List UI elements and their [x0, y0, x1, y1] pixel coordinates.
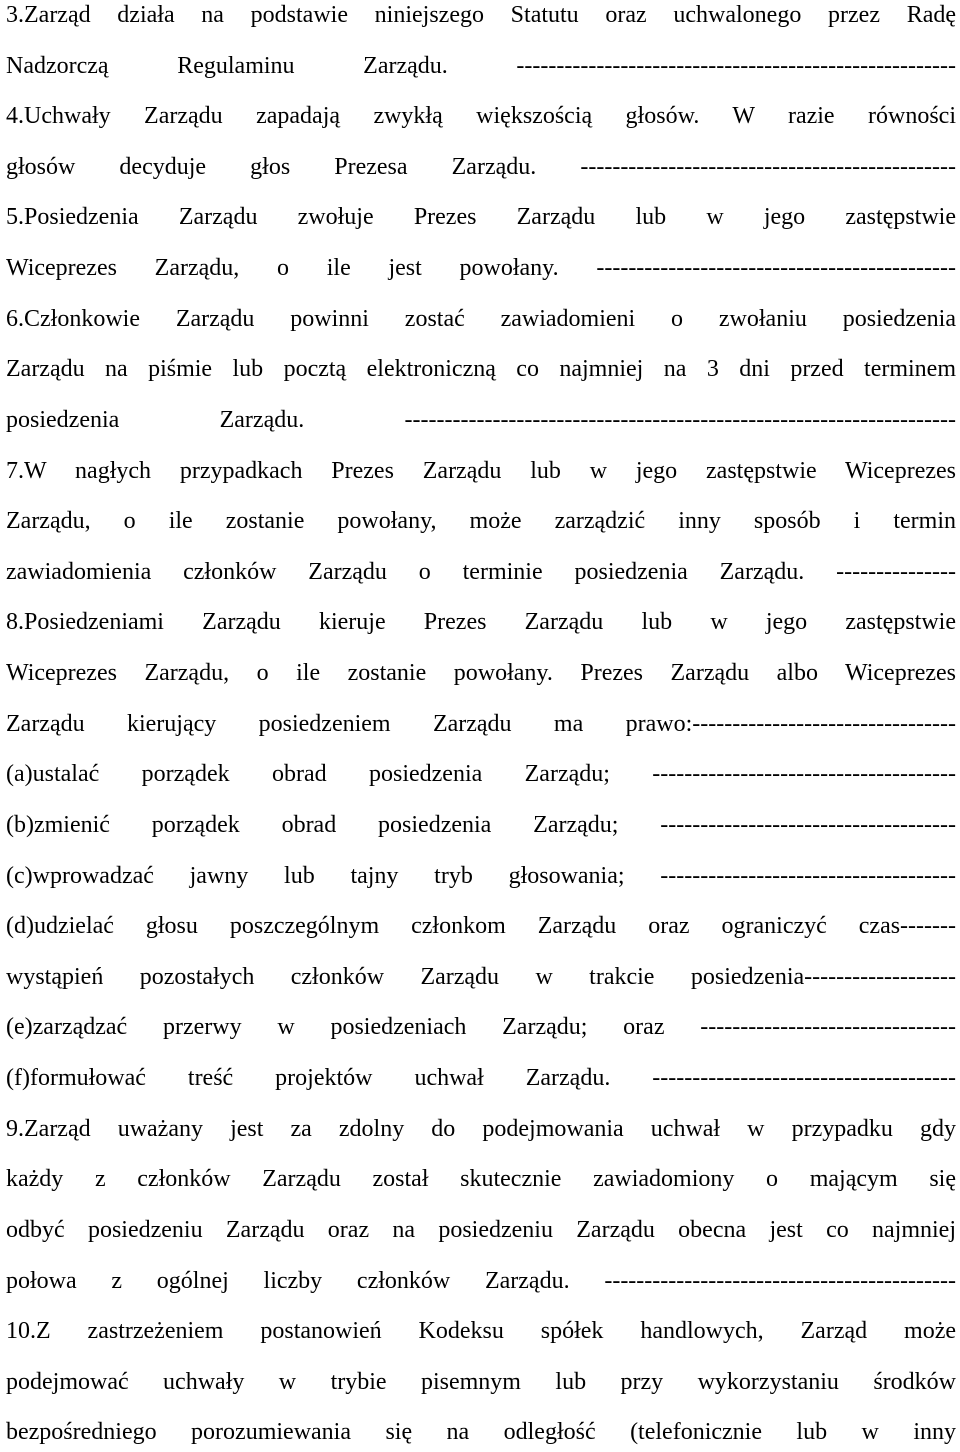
text-line: 8.Posiedzeniami Zarządu kieruje Prezes Zarządu lub w jego zastępstwie	[6, 609, 956, 635]
text-line: każdy z członków Zarządu został skutecznie zawiadomiony o mającym się	[6, 1166, 956, 1192]
text-line: Wiceprezes Zarządu, o ile jest powołany. ---------------------------------------------	[6, 255, 956, 281]
text-line: zawiadomienia członków Zarządu o terminie posiedzenia Zarządu. ---------------	[6, 559, 956, 585]
text-line: posiedzenia Zarządu. ---------------------------------------------------------------------	[6, 407, 956, 433]
document-page	[6, 0, 956, 1452]
text-line: (a)ustalać porządek obrad posiedzenia Zarządu; --------------------------------------	[6, 761, 956, 787]
text-line: odbyć posiedzeniu Zarządu oraz na posiedzeniu Zarządu obecna jest co najmniej	[6, 1217, 956, 1243]
text-line: 5.Posiedzenia Zarządu zwołuje Prezes Zarządu lub w jego zastępstwie	[6, 204, 956, 230]
text-line: bezpośredniego porozumiewania się na odległość (telefonicznie lub w inny	[6, 1419, 956, 1445]
text-line: Zarządu na piśmie lub pocztą elektroniczną co najmniej na 3 dni przed terminem	[6, 356, 956, 382]
text-line: 6.Członkowie Zarządu powinni zostać zawiadomieni o zwołaniu posiedzenia	[6, 306, 956, 332]
text-line: głosów decyduje głos Prezesa Zarządu. -----------------------------------------------	[6, 154, 956, 180]
text-line: 4.Uchwały Zarządu zapadają zwykłą większością głosów. W razie równości	[6, 103, 956, 129]
text-line: (e)zarządzać przerwy w posiedzeniach Zarządu; oraz --------------------------------	[6, 1014, 956, 1040]
text-line: 7.W nagłych przypadkach Prezes Zarządu lub w jego zastępstwie Wiceprezes	[6, 458, 956, 484]
text-line: 9.Zarząd uważany jest za zdolny do podejmowania uchwał w przypadku gdy	[6, 1116, 956, 1142]
text-line: (f)formułować treść projektów uchwał Zarządu. --------------------------------------	[6, 1065, 956, 1091]
text-line: (d)udzielać głosu poszczególnym członkom Zarządu oraz ograniczyć czas-------	[6, 913, 956, 939]
text-line: Zarządu, o ile zostanie powołany, może zarządzić inny sposób i termin	[6, 508, 956, 534]
text-line: połowa z ogólnej liczby członków Zarządu. --------------------------------------------	[6, 1268, 956, 1294]
text-line: (b)zmienić porządek obrad posiedzenia Zarządu; -------------------------------------	[6, 812, 956, 838]
text-line: Nadzorczą Regulaminu Zarządu. -------------------------------------------------------	[6, 53, 956, 79]
text-line: 3.Zarząd działa na podstawie niniejszego Statutu oraz uchwalonego przez Radę	[6, 2, 956, 28]
text-line: (c)wprowadzać jawny lub tajny tryb głosowania; -------------------------------------	[6, 863, 956, 889]
text-line: 10.Z zastrzeżeniem postanowień Kodeksu spółek handlowych, Zarząd może	[6, 1318, 956, 1344]
text-line: podejmować uchwały w trybie pisemnym lub przy wykorzystaniu środków	[6, 1369, 956, 1395]
text-line: wystąpień pozostałych członków Zarządu w trakcie posiedzenia-------------------	[6, 964, 956, 990]
text-line: Zarządu kierujący posiedzeniem Zarządu ma prawo:---------------------------------	[6, 711, 956, 737]
text-line: Wiceprezes Zarządu, o ile zostanie powołany. Prezes Zarządu albo Wiceprezes	[6, 660, 956, 686]
